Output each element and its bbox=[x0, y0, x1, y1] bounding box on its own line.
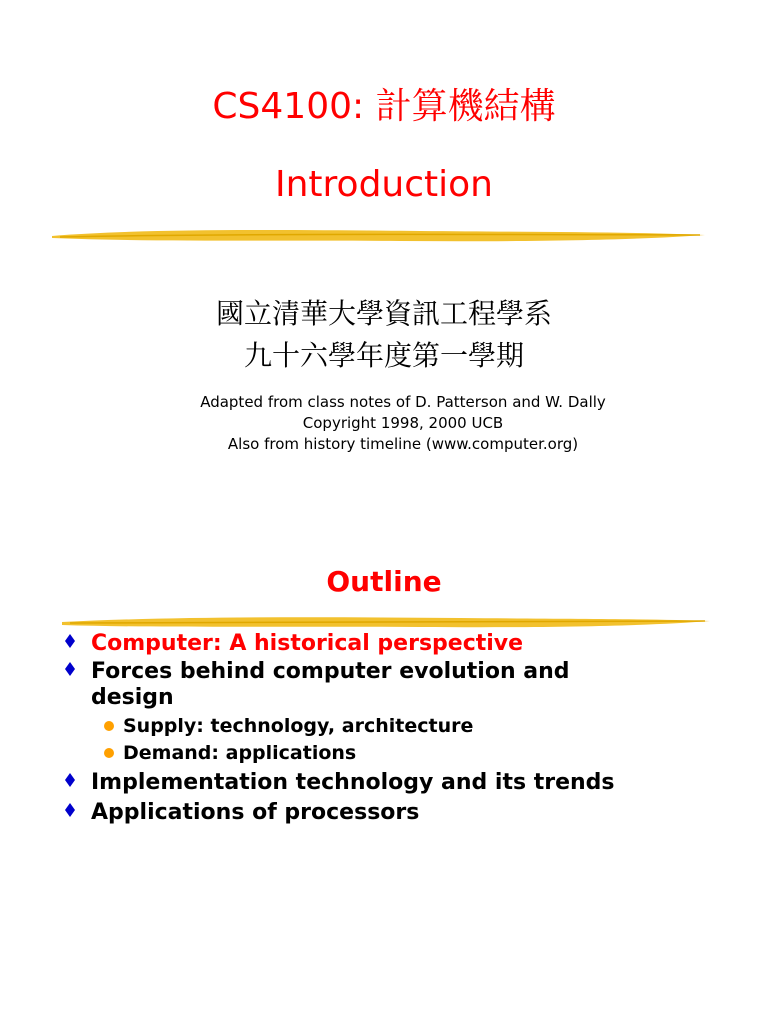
list-item-text: Implementation technology and its trends bbox=[91, 770, 615, 795]
academic-term: 九十六學年度第一學期 bbox=[243, 339, 524, 372]
course-title: CS4100: 計算機結構 bbox=[212, 86, 556, 127]
department-name: 國立清華大學資訊工程學系 bbox=[215, 297, 552, 330]
credit-line: Copyright 1998, 2000 UCB bbox=[302, 414, 504, 432]
diamond-bullet-icon bbox=[64, 633, 76, 649]
credit-line: Also from history timeline (www.computer.org) bbox=[227, 435, 579, 453]
diamond-bullet-icon bbox=[64, 772, 76, 788]
list-item-text: Forces behind computer evolution and bbox=[91, 659, 570, 684]
dot-bullet-icon bbox=[104, 721, 114, 731]
list-item-text: Applications of processors bbox=[91, 800, 420, 825]
list-item-text: design bbox=[91, 685, 174, 710]
brush-stroke-divider bbox=[0, 226, 768, 246]
list-item-text: Computer: A historical perspective bbox=[91, 631, 524, 656]
dot-bullet-icon bbox=[104, 748, 114, 758]
credit-line: Adapted from class notes of D. Patterson and W. Dally bbox=[200, 393, 606, 411]
credits-block bbox=[0, 392, 768, 455]
lecture-title: Introduction bbox=[274, 164, 493, 205]
diamond-bullet-icon bbox=[64, 802, 76, 818]
sub-list-item-text: Supply: technology, architecture bbox=[123, 715, 474, 737]
outline-title: Outline bbox=[326, 565, 442, 598]
brush-stroke-divider bbox=[0, 613, 768, 633]
diamond-bullet-icon bbox=[64, 661, 76, 677]
sub-list-item-text: Demand: applications bbox=[123, 742, 357, 764]
